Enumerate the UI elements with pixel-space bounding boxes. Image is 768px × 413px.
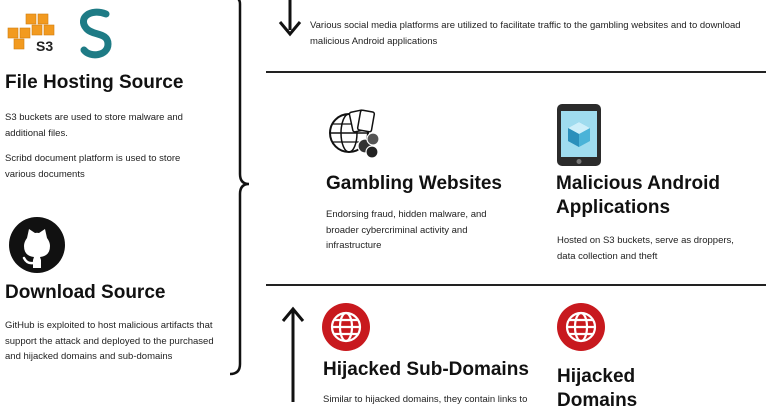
download-source-title: Download Source [5,282,166,303]
hijacked-subdomains-globe-icon [321,302,371,352]
divider-bottom [266,284,766,286]
s3-label: S3 [36,38,54,54]
smartphone-icon [556,103,602,167]
down-arrow [275,0,305,38]
hijacked-subdomains-text: Similar to hijacked domains, they contain links to [323,394,528,405]
aws-s3-icon [4,12,64,60]
file-hosting-text-1: S3 buckets are used to store malware and additional files. [5,112,183,139]
hijacked-domains-globe-icon [556,302,606,352]
file-hosting-text-2: Scribd document platform is used to store various documents [5,153,181,180]
gambling-websites-title: Gambling Websites [326,173,502,194]
gambling-icon [325,103,383,161]
malicious-android-text: Hosted on S3 buckets, serve as droppers, data collection and theft [557,235,734,262]
malicious-android-title: Malicious Android Applications [556,173,720,218]
github-icon [8,216,66,274]
up-arrow [278,303,308,402]
brace-connector [228,0,250,380]
divider-top [266,71,766,73]
hijacked-subdomains-title: Hijacked Sub-Domains [323,359,529,380]
scribd-icon [72,6,120,64]
download-source-text: GitHub is exploited to host malicious artifacts that support the attack and deployed to the purchased and hijacked domains and sub-domains [5,320,214,362]
gambling-websites-text: Endorsing fraud, hidden malware, and broader cybercriminal activity and infrastructure [326,209,487,251]
hijacked-domains-title: Hijacked Domains [557,366,638,411]
social-media-description: Various social media platforms are utilized to facilitate traffic to the gambling websites and to download malicious Android applications [310,20,741,47]
file-hosting-title: File Hosting Source [5,72,184,93]
